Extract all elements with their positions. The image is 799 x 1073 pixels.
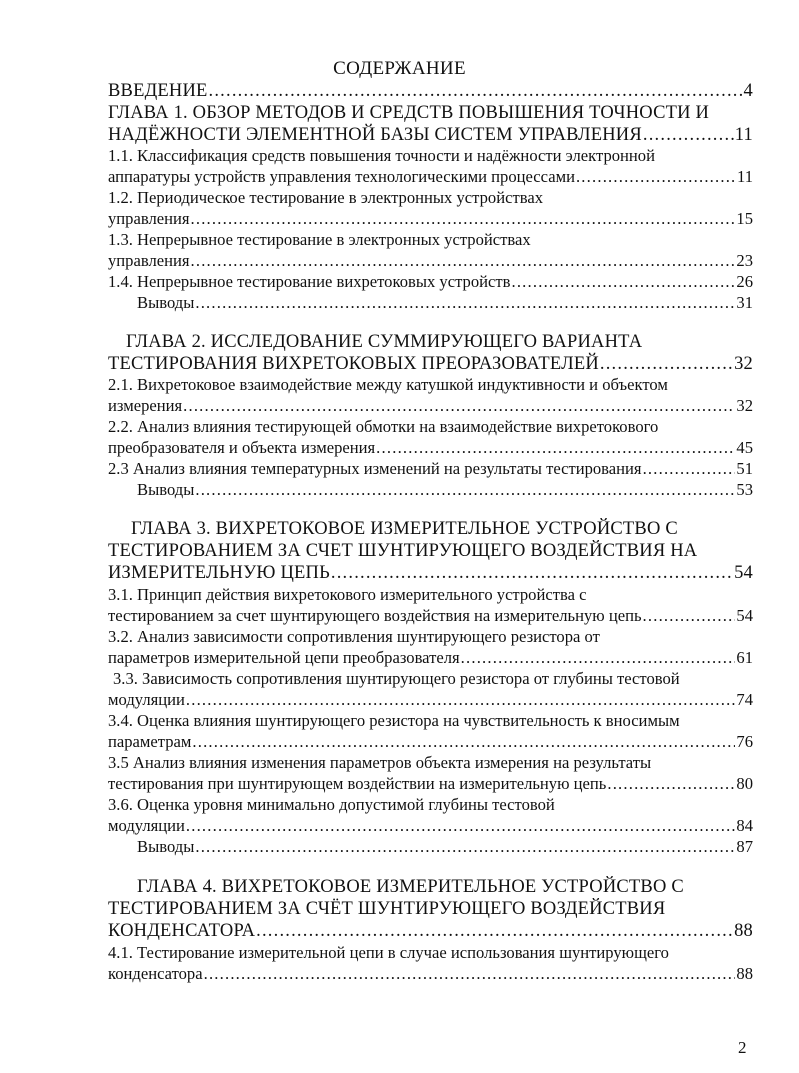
toc-entry-introduction: ВВЕДЕНИЕ ..... 4 xyxy=(108,80,753,102)
toc-entry-section-2-3: 2.3 Анализ влияния температурных изменений на результаты тестирования ..... 51 xyxy=(108,458,753,480)
section-3-6-line-1: 3.6. Оценка уровня минимально допустимой глубины тестовой xyxy=(108,795,555,814)
chapter-4-heading-line-2: ТЕСТИРОВАНИЕМ ЗА СЧЁТ ШУНТИРУЮЩЕГО ВОЗДЕЙСТВИЯ xyxy=(108,899,666,919)
chapter-3-heading: ИЗМЕРИТЕЛЬНУЮ ЦЕПЬ ..... 54 xyxy=(108,562,753,584)
section-3-1-line-1: 3.1. Принцип действия вихретокового измерительного устройства с xyxy=(108,585,587,604)
toc-entry-section-1-4: 1.4. Непрерывное тестирование вихретоковых устройств ..... 26 xyxy=(108,271,753,293)
toc-entry-section-4-1: конденсатора ..... 88 xyxy=(108,963,753,985)
toc-entry-section-1-3: управления ..... 23 xyxy=(108,250,753,272)
toc-entry-section-2-1: измерения ..... 32 xyxy=(108,395,753,417)
chapter-3-heading-line-1: ГЛАВА 3. ВИХРЕТОКОВОЕ ИЗМЕРИТЕЛЬНОЕ УСТРОЙСТВО С xyxy=(131,519,678,539)
section-1-1-line-1: 1.1. Классификация средств повышения точности и надёжности электронной xyxy=(108,146,655,165)
chapter-4-heading-line-1: ГЛАВА 4. ВИХРЕТОКОВОЕ ИЗМЕРИТЕЛЬНОЕ УСТРОЙСТВО С xyxy=(137,877,684,897)
chapter-1-heading-line-1: ГЛАВА 1. ОБЗОР МЕТОДОВ И СРЕДСТВ ПОВЫШЕНИЯ ТОЧНОСТИ И xyxy=(108,103,710,123)
section-3-5-line-1: 3.5 Анализ влияния изменения параметров объекта измерения на результаты xyxy=(108,753,652,772)
section-4-1-line-1: 4.1. Тестирование измерительной цепи в случае использования шунтирующего xyxy=(108,943,669,962)
toc-entry-section-3-6: модуляции ..... 84 xyxy=(108,815,753,837)
chapter-3-heading-line-2: ТЕСТИРОВАНИЕМ ЗА СЧЕТ ШУНТИРУЮЩЕГО ВОЗДЕЙСТВИЯ НА xyxy=(108,541,698,561)
toc-entry-section-3-2: параметров измерительной цепи преобразователя ..... 61 xyxy=(108,647,753,669)
toc-entry-section-3-1: тестированием за счет шунтирующего воздействия на измерительную цепь ..... 54 xyxy=(108,605,753,627)
toc-entry-chapter-2-conclusions: Выводы ..... 53 xyxy=(137,479,753,501)
section-1-2-line-1: 1.2. Периодическое тестирование в электронных устройствах xyxy=(108,188,543,207)
section-3-3-line-1: 3.3. Зависимость сопротивления шунтирующего резистора от глубины тестовой xyxy=(113,669,680,688)
section-2-2-line-1: 2.2. Анализ влияния тестирующей обмотки на взаимодействие вихретокового xyxy=(108,417,659,436)
toc-entry-section-3-3: модуляции ..... 74 xyxy=(108,689,753,711)
toc-entry-section-2-2: преобразователя и объекта измерения ..... 45 xyxy=(108,437,753,459)
chapter-2-heading-line-1: ГЛАВА 2. ИССЛЕДОВАНИЕ СУММИРУЮЩЕГО ВАРИАНТА xyxy=(126,332,643,352)
toc-entry-section-1-1: аппаратуры устройств управления технологическими процессами ..... 11 xyxy=(108,166,753,188)
section-3-4-line-1: 3.4. Оценка влияния шунтирующего резистора на чувствительность к вносимым xyxy=(108,711,680,730)
page-number: 2 xyxy=(738,1038,747,1057)
toc-entry-section-1-2: управления ..... 15 xyxy=(108,208,753,230)
chapter-2-heading: ТЕСТИРОВАНИЯ ВИХРЕТОКОВЫХ ПРЕОРАЗОВАТЕЛЕЙ ..... 32 xyxy=(108,353,753,375)
toc-entry-section-3-5: тестирования при шунтирующем воздействии на измерительную цепь ..... 80 xyxy=(108,773,753,795)
section-2-1-line-1: 2.1. Вихретоковое взаимодействие между катушкой индуктивности и объектом xyxy=(108,375,668,394)
toc-entry-chapter-1-conclusions: Выводы ..... 31 xyxy=(137,292,753,314)
toc-entry-chapter-3-conclusions: Выводы ..... 87 xyxy=(137,836,753,858)
chapter-1-heading: НАДЁЖНОСТИ ЭЛЕМЕНТНОЙ БАЗЫ СИСТЕМ УПРАВЛЕНИЯ ..... 11 xyxy=(108,124,753,146)
toc-title: СОДЕРЖАНИЕ xyxy=(333,58,466,79)
chapter-4-heading: КОНДЕНСАТОРА ..... 88 xyxy=(108,920,753,942)
section-1-3-line-1: 1.3. Непрерывное тестирование в электронных устройствах xyxy=(108,230,531,249)
toc-entry-section-3-4: параметрам ..... 76 xyxy=(108,731,753,753)
section-3-2-line-1: 3.2. Анализ зависимости сопротивления шунтирующего резистора от xyxy=(108,627,600,646)
